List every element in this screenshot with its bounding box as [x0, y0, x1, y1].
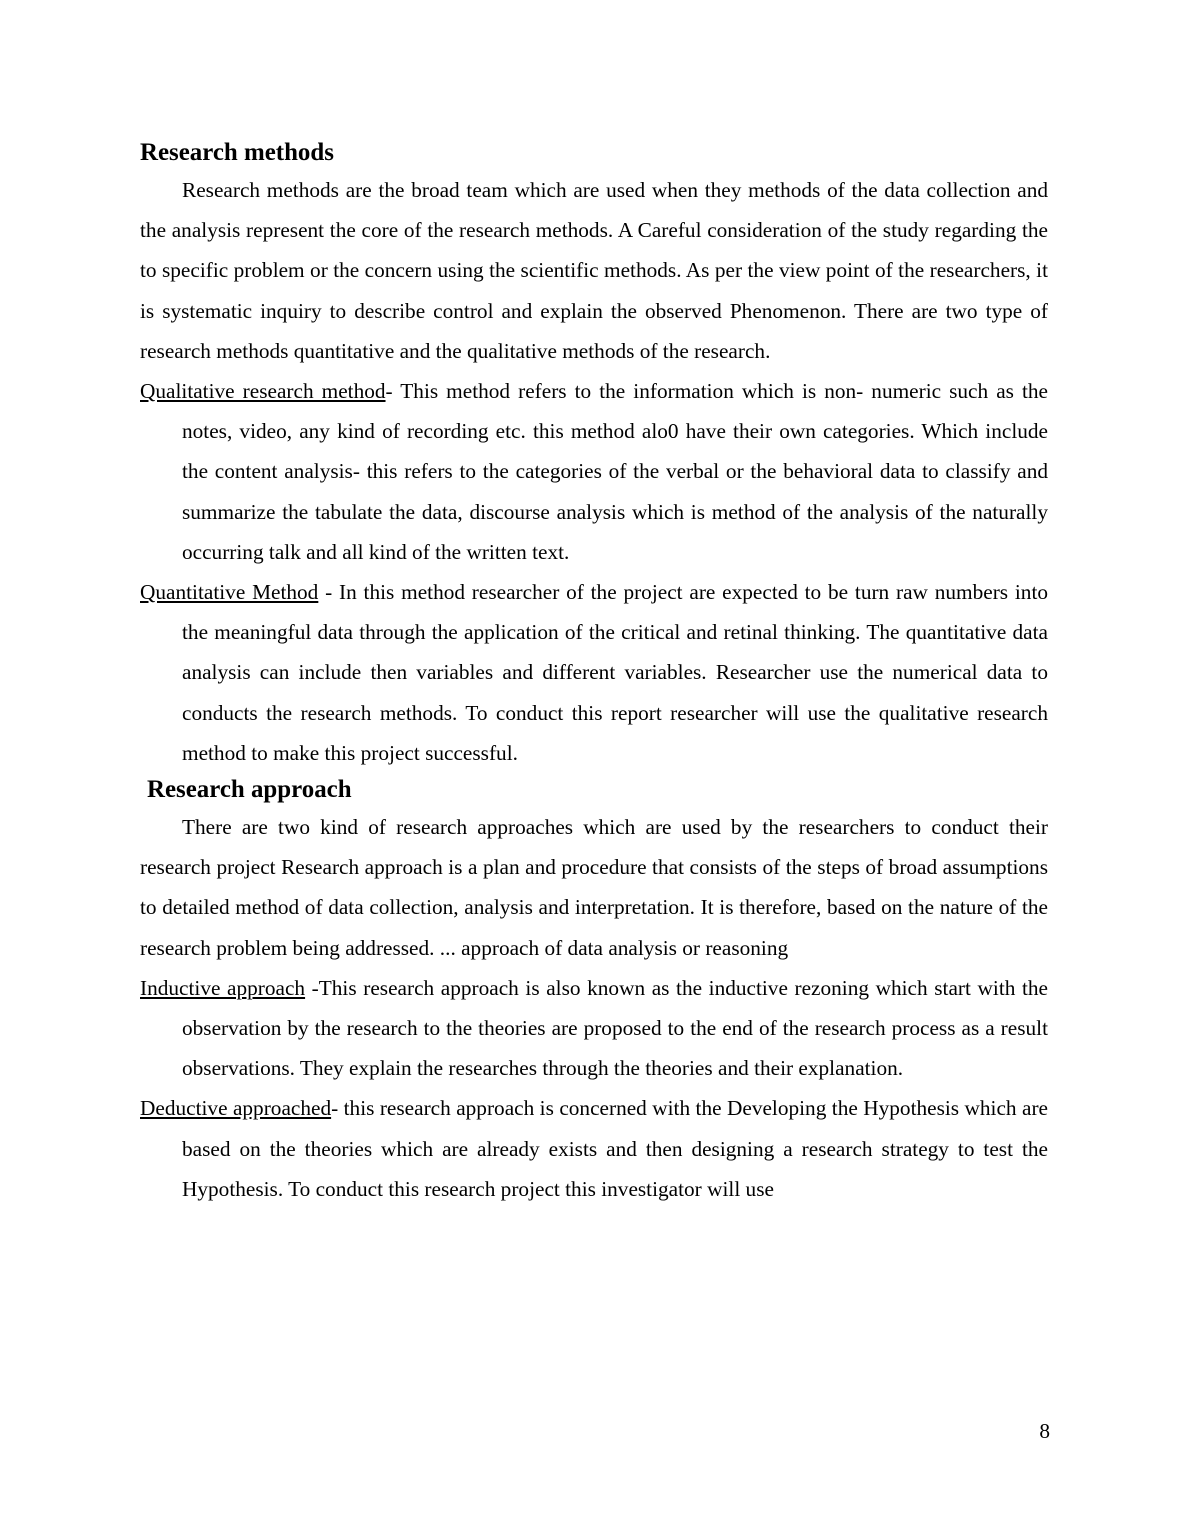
- qualitative-method-paragraph: [140, 371, 1048, 572]
- quantitative-method-term: Quantitative Method: [140, 580, 319, 605]
- section-heading-research-approach: Research approach: [147, 776, 352, 804]
- quantitative-method-text: - In this method researcher of the project are expected to be turn raw numbers into the meaningful data through the application of the critical and retinal thinking. The quantitative data analysis can include then variables and different variables. Researcher use the numerical data to conducts the research methods. To conduct this report researcher will use the qualitative research method to make this project successful.: [182, 580, 1049, 765]
- page-number: 8: [1039, 1419, 1050, 1443]
- section-heading-research-methods: Research methods: [140, 139, 334, 166]
- deductive-approach-term: Deductive approached: [140, 1096, 332, 1121]
- research-approach-intro-paragraph: There are two kind of research approaches which are used by the researchers to conduct their research project Research approach is a plan and procedure that consists of the steps of broad assumptions to detailed method of data collection, analysis and interpretation. It is therefore, based on the nature of the research problem being addressed. ... approach of data analysis or reasoning: [140, 815, 1048, 960]
- inductive-approach-paragraph: [140, 968, 1048, 1089]
- document-body: [140, 136, 1048, 1209]
- quantitative-method-paragraph: [140, 572, 1048, 773]
- deductive-approach-text: - this research approach is concerned with the Developing the Hypothesis which are based on the theories which are already exists and then designing a research strategy to test the Hypothesis. To conduct this research project this investigator will use: [182, 1096, 1048, 1201]
- qualitative-method-text: - This method refers to the information which is non- numeric such as the notes, video, any kind of recording etc. this method alo0 have their own categories. Which include the content analysis- this refers to the categories of the verbal or the behavioral data to classify and summarize the tabulate the data, discourse analysis which is method of the analysis of the naturally occurring talk and all kind of the written text.: [182, 379, 1048, 564]
- research-methods-intro-paragraph: Research methods are the broad team which are used when they methods of the data collection and the analysis represent the core of the research methods. A Careful consideration of the study regarding the to specific problem or the concern using the scientific methods. As per the view point of the researchers, it is systematic inquiry to describe control and explain the observed Phenomenon. There are two type of research methods quantitative and the qualitative methods of the research.: [140, 178, 1048, 363]
- inductive-approach-term: Inductive approach: [140, 975, 306, 1000]
- inductive-approach-text: -This research approach is also known as the inductive rezoning which start with the observation by the research to the theories are proposed to the end of the research process as a result observations. They explain the researches through the theories and their explanation.: [182, 975, 1049, 1081]
- deductive-approach-paragraph: [140, 1088, 1048, 1209]
- qualitative-method-term: Qualitative research method: [140, 379, 386, 404]
